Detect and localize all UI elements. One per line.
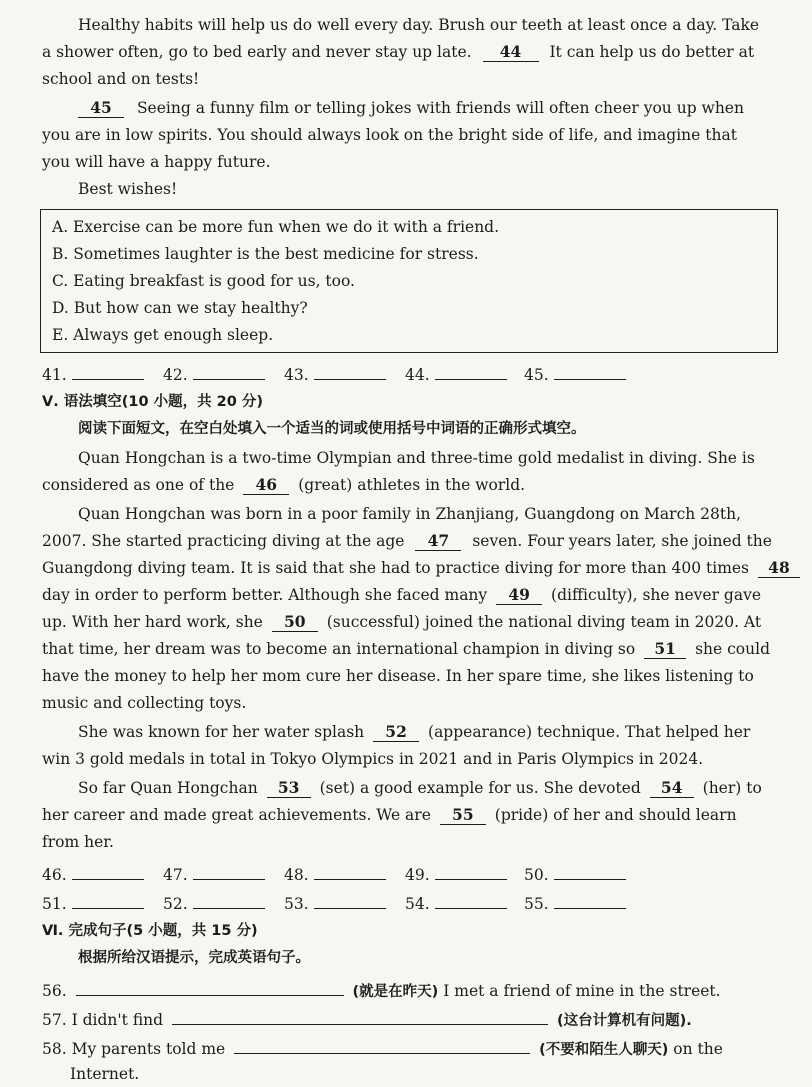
g3-line2: win 3 gold medals in total in Tokyo Olympics in 2021 and in Paris Olympics in 2024. <box>42 750 704 768</box>
blank-51[interactable]: 51 <box>644 640 686 659</box>
blank-44[interactable]: 44 <box>483 43 539 62</box>
answer-51 <box>42 893 144 915</box>
p1-line2-text-b: It can help us do better at <box>549 43 755 61</box>
g2-line4-text: day in order to perform better. Although she faced many <box>42 586 488 604</box>
answer-45-blank[interactable] <box>554 379 626 380</box>
g2-line2-text-b: seven. Four years later, she joined the <box>472 532 772 550</box>
answer-44-label: 44. <box>405 366 430 384</box>
answer-44 <box>405 364 507 386</box>
option-e: E. Always get enough sleep. <box>52 326 274 344</box>
question-56-blank[interactable] <box>76 995 344 996</box>
answer-42-blank[interactable] <box>193 379 265 380</box>
question-57-blank[interactable] <box>172 1024 548 1025</box>
answer-50 <box>524 864 626 886</box>
blank-50[interactable]: 50 <box>272 613 318 632</box>
answer-52 <box>163 893 265 915</box>
p1-line1: Healthy habits will help us do well every day. Brush our teeth at least once a day. Take <box>78 16 760 34</box>
blank-47[interactable]: 47 <box>415 532 461 551</box>
g2-line6 <box>42 638 770 660</box>
question-57-hint: (这台计算机有问题). <box>556 1013 692 1029</box>
answer-52-label: 52. <box>163 895 188 913</box>
blank-54[interactable]: 54 <box>650 779 694 798</box>
answer-51-blank[interactable] <box>72 908 144 909</box>
blank-53[interactable]: 53 <box>267 779 311 798</box>
g2-line1: Quan Hongchan was born in a poor family in Zhanjiang, Guangdong on March 28th, <box>78 505 742 523</box>
g4-line3: from her. <box>42 833 114 851</box>
p1-line3: school and on tests! <box>42 70 200 88</box>
g4-line2-text-b: (pride) of her and should learn <box>494 806 737 824</box>
blank-52[interactable]: 52 <box>373 723 419 742</box>
p1-line2-text: a shower often, go to bed early and never stay up late. <box>42 43 472 61</box>
answer-51-label: 51. <box>42 895 67 913</box>
answer-46-blank[interactable] <box>72 879 144 880</box>
option-d: D. But how can we stay healthy? <box>52 299 308 317</box>
p2-line2: you are in low spirits. You should always look on the bright side of life, and imagine that <box>42 126 737 144</box>
g4-line1-text: So far Quan Hongchan <box>78 779 258 797</box>
answer-46 <box>42 864 144 886</box>
g1-line2 <box>42 474 525 496</box>
answer-53-blank[interactable] <box>314 908 386 909</box>
option-a: A. Exercise can be more fun when we do it with a friend. <box>52 218 500 236</box>
question-58-line2: Internet. <box>70 1065 140 1083</box>
closing: Best wishes! <box>78 180 178 198</box>
g2-line7: have the money to help her mom cure her disease. In her spare time, she likes listening to <box>42 667 754 685</box>
g2-line2-text: 2007. She started practicing diving at the age <box>42 532 405 550</box>
question-56-hint: (就是在昨天) <box>352 984 439 1000</box>
answer-55 <box>524 893 626 915</box>
answer-48-label: 48. <box>284 866 309 884</box>
g4-line1 <box>78 777 762 799</box>
question-56 <box>42 980 721 1003</box>
p2-line1 <box>78 97 744 119</box>
answer-49-label: 49. <box>405 866 430 884</box>
answer-53 <box>284 893 386 915</box>
g1-line2-text: considered as one of the <box>42 476 235 494</box>
option-b: B. Sometimes laughter is the best medicine for stress. <box>52 245 479 263</box>
answer-53-label: 53. <box>284 895 309 913</box>
question-58-rest: on the <box>673 1040 723 1058</box>
g1-line2-text-b: (great) athletes in the world. <box>298 476 526 494</box>
answer-49-blank[interactable] <box>435 879 507 880</box>
answer-41-blank[interactable] <box>72 379 144 380</box>
blank-48[interactable]: 48 <box>758 559 800 578</box>
answer-47-label: 47. <box>163 866 188 884</box>
answer-42 <box>163 364 265 386</box>
answer-45-label: 45. <box>524 366 549 384</box>
answer-48 <box>284 864 386 886</box>
answer-47-blank[interactable] <box>193 879 265 880</box>
g3-line1-text-b: (appearance) technique. That helped her <box>428 723 751 741</box>
answer-44-blank[interactable] <box>435 379 507 380</box>
answer-55-blank[interactable] <box>554 908 626 909</box>
g4-line2 <box>42 804 737 826</box>
answer-50-blank[interactable] <box>554 879 626 880</box>
g2-line2 <box>42 530 772 552</box>
section-5-title: Ⅴ. 语法填空(10 小题，共 20 分) <box>42 394 264 410</box>
question-58-hint: (不要和陌生人聊天) <box>539 1042 669 1058</box>
question-57-text: 57. I didn't find <box>42 1011 164 1029</box>
answer-41-label: 41. <box>42 366 67 384</box>
g2-line3-text: Guangdong diving team. It is said that she had to practice diving for more than 400 times <box>42 559 750 577</box>
g4-line1-text-b: (set) a good example for us. She devoted <box>319 779 641 797</box>
g2-line5 <box>42 611 761 633</box>
g3-line1-text: She was known for her water splash <box>78 723 365 741</box>
g3-line1 <box>78 721 750 743</box>
answer-46-label: 46. <box>42 866 67 884</box>
question-58 <box>42 1038 723 1061</box>
g2-line3 <box>42 557 800 579</box>
p2-line1-text: Seeing a funny film or telling jokes with friends will often cheer you up when <box>136 99 744 117</box>
question-56-rest: I met a friend of mine in the street. <box>443 982 721 1000</box>
question-58-blank[interactable] <box>234 1053 530 1054</box>
g2-line5-text-b: (successful) joined the national diving team in 2020. At <box>326 613 762 631</box>
answer-49 <box>405 864 507 886</box>
g4-line2-text: her career and made great achievements. We are <box>42 806 431 824</box>
answer-43-blank[interactable] <box>314 379 386 380</box>
g1-line1: Quan Hongchan is a two-time Olympian and three-time gold medalist in diving. She is <box>78 449 755 467</box>
answer-43 <box>284 364 386 386</box>
section-5-instructions: 阅读下面短文，在空白处填入一个适当的词或使用括号中词语的正确形式填空。 <box>78 421 586 437</box>
blank-49[interactable]: 49 <box>496 586 542 605</box>
g2-line4-text-b: (difficulty), she never gave <box>551 586 762 604</box>
answer-48-blank[interactable] <box>314 879 386 880</box>
question-56-number: 56. <box>42 982 67 1000</box>
answer-45 <box>524 364 626 386</box>
answer-43-label: 43. <box>284 366 309 384</box>
answer-54-label: 54. <box>405 895 430 913</box>
p1-line2 <box>42 41 754 63</box>
p2-line3: you will have a happy future. <box>42 153 271 171</box>
g2-line6-text-b: she could <box>695 640 771 658</box>
g2-line4 <box>42 584 761 606</box>
answer-50-label: 50. <box>524 866 549 884</box>
answer-52-blank[interactable] <box>193 908 265 909</box>
answer-54 <box>405 893 507 915</box>
section-6-instructions: 根据所给汉语提示，完成英语句子。 <box>78 950 310 966</box>
answer-55-label: 55. <box>524 895 549 913</box>
answer-47 <box>163 864 265 886</box>
answer-54-blank[interactable] <box>435 908 507 909</box>
blank-55[interactable]: 55 <box>440 806 486 825</box>
g2-line8: music and collecting toys. <box>42 694 247 712</box>
blank-46[interactable]: 46 <box>243 476 289 495</box>
g2-line6-text: that time, her dream was to become an international champion in diving so <box>42 640 636 658</box>
answer-41 <box>42 364 144 386</box>
option-c: C. Eating breakfast is good for us, too. <box>52 272 355 290</box>
blank-45[interactable]: 45 <box>78 99 124 118</box>
answer-42-label: 42. <box>163 366 188 384</box>
question-57 <box>42 1009 692 1032</box>
section-6-title: Ⅵ. 完成句子(5 小题，共 15 分) <box>42 923 258 939</box>
g2-line5-text: up. With her hard work, she <box>42 613 263 631</box>
g4-line1-text-c: (her) to <box>702 779 762 797</box>
question-58-text: 58. My parents told me <box>42 1040 226 1058</box>
